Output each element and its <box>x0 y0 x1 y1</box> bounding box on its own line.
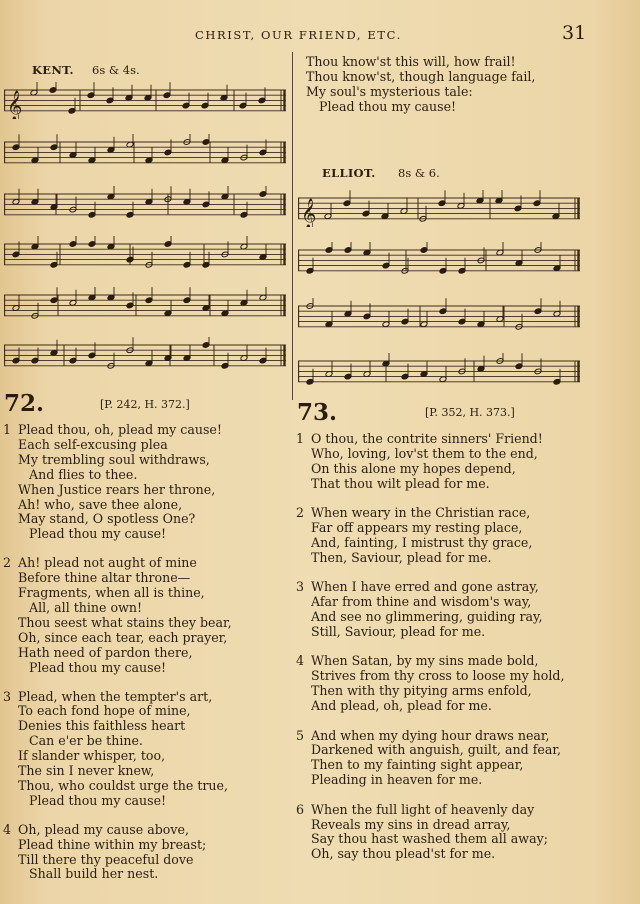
hymn-73-text <box>296 432 564 862</box>
verse-line: When weary in the Christian race, <box>311 505 531 521</box>
verse-line: To each fond hope of mine, <box>18 703 191 719</box>
verse-line: Plead thou my cause! <box>319 98 457 114</box>
verse-line: Oh, since each tear, each prayer, <box>18 629 228 645</box>
verse-line: Denies this faithless heart <box>18 718 186 734</box>
music-staff <box>4 82 286 123</box>
music-staff <box>4 236 286 277</box>
verse <box>3 690 232 809</box>
verse-line: Plead thou, oh, plead my cause! <box>18 422 222 437</box>
verse-line: That thou wilt plead for me. <box>311 475 490 491</box>
svg-text:𝄞: 𝄞 <box>7 90 23 119</box>
hymn-number: 73. <box>297 399 338 426</box>
verse-line: Then with thy pitying arms enfold, <box>311 683 532 699</box>
verse-line: And see no glimmering, guiding ray, <box>311 609 543 625</box>
verse-line: Then, Saviour, plead for me. <box>311 549 492 565</box>
verse-line: Afar from thine and wisdom's way, <box>311 594 532 610</box>
verse-line: And plead, oh, plead for me. <box>311 698 492 714</box>
verse-line: Shall build her nest. <box>29 866 159 882</box>
tune-name-kent: KENT. <box>32 63 74 77</box>
music-staff <box>4 287 286 328</box>
verse-number: 6 <box>296 801 305 817</box>
verse-line: Plead thine within my breast; <box>18 836 207 852</box>
verse-line: And when my dying hour draws near, <box>311 727 550 743</box>
verse-line: If slander whisper, too, <box>18 748 166 764</box>
verse-number: 3 <box>3 688 12 704</box>
verse-line: When the full light of heavenly day <box>311 801 535 817</box>
tune-name-elliot: ELLIOT. <box>322 166 376 180</box>
hymn-72-text <box>3 423 232 882</box>
verse-line: Plead thou my cause! <box>29 659 167 675</box>
verse-line: Then to my fainting sight appear, <box>311 757 524 773</box>
hymn-reference: [P. 352, H. 373.] <box>425 406 515 419</box>
music-staff <box>4 134 286 175</box>
verse-line: Plead thou my cause! <box>29 526 167 542</box>
verse-line: Plead thou my cause! <box>29 792 167 808</box>
verse <box>296 803 564 863</box>
verse-line: Hath need of pardon there, <box>18 644 193 660</box>
svg-text:𝄞: 𝄞 <box>301 198 317 227</box>
music-staff <box>298 242 580 283</box>
verse-line: Far off appears my resting place, <box>311 520 523 536</box>
music-staff <box>4 186 286 227</box>
verse-line: And flies to thee. <box>29 466 138 482</box>
verse <box>296 729 564 789</box>
verse-line: The sin I never knew, <box>18 763 155 779</box>
running-header: CHRIST, OUR FRIEND, ETC. <box>195 28 402 42</box>
verse-line: Before thine altar throne— <box>18 570 191 586</box>
verse-number: 4 <box>296 653 305 669</box>
music-staff <box>298 298 580 339</box>
verse-line: Till there thy peaceful dove <box>18 851 194 867</box>
verse-line: Thou know'st this will, how frail! <box>306 54 516 69</box>
verse-line: Fragments, when all is thine, <box>18 585 205 601</box>
verse-line: Strives from thy cross to loose my hold, <box>311 668 565 684</box>
verse-line: On this alone my hopes depend, <box>311 460 516 476</box>
verse-line: Who, loving, lov'st them to the end, <box>311 445 538 461</box>
column-divider <box>292 52 293 400</box>
verse-number: 5 <box>296 727 305 743</box>
tune-meter-elliot: 8s & 6. <box>398 166 440 180</box>
verse-line: And, fainting, I mistrust thy grace, <box>311 534 533 550</box>
verse <box>3 823 232 883</box>
verse-line: Can e'er be thine. <box>29 733 143 749</box>
verse-line: Pleading in heaven for me. <box>311 772 483 788</box>
verse-line: Thou seest what stains they bear, <box>18 614 232 630</box>
verse-line: Reveals my sins in dread array, <box>311 816 511 832</box>
verse-line: When I have erred and gone astray, <box>311 579 539 595</box>
verse-continuation <box>306 55 535 115</box>
verse-line: Thou, who couldst urge the true, <box>18 777 228 793</box>
verse <box>296 506 564 566</box>
verse-number: 1 <box>3 422 12 437</box>
verse <box>296 580 564 640</box>
verse-line: Still, Saviour, plead for me. <box>311 623 486 639</box>
music-staff <box>298 353 580 394</box>
verse-line: Oh, say thou plead'st for me. <box>311 846 496 862</box>
verse-line: Ah! who, save thee alone, <box>18 496 183 512</box>
verse-number: 3 <box>296 579 305 595</box>
verse-line: O thou, the contrite sinners' Friend! <box>311 431 543 446</box>
verse-line: When Justice rears her throne, <box>18 481 216 497</box>
verse <box>296 654 564 714</box>
verse-line: Thou know'st, though language fail, <box>306 68 536 84</box>
verse-line: All, all thine own! <box>29 599 143 615</box>
verse-line: Darkened with anguish, guilt, and fear, <box>311 742 561 758</box>
tune-meter-kent: 6s & 4s. <box>92 63 140 77</box>
verse-number: 2 <box>296 505 305 521</box>
verse-line: Oh, plead my cause above, <box>18 821 189 837</box>
page-number: 31 <box>562 22 587 44</box>
verse-number: 1 <box>296 431 305 446</box>
verse-number: 2 <box>3 555 12 571</box>
verse <box>3 423 232 542</box>
music-staff <box>298 190 580 231</box>
verse-line: My soul's mysterious tale: <box>306 83 473 99</box>
verse <box>296 432 564 492</box>
hymn-reference: [P. 242, H. 372.] <box>100 398 190 411</box>
verse-line: When Satan, by my sins made bold, <box>311 653 539 669</box>
music-staff <box>4 337 286 378</box>
verse-line: May stand, O spotless One? <box>18 511 196 527</box>
hymn-number: 72. <box>4 390 45 417</box>
verse <box>3 556 232 675</box>
verse-line: My trembling soul withdraws, <box>18 451 210 467</box>
verse-number: 4 <box>3 821 12 837</box>
verse-line: Plead, when the tempter's art, <box>18 688 213 704</box>
verse-line: Each self-excusing plea <box>18 436 168 452</box>
verse-line: Say thou hast washed them all away; <box>311 831 548 847</box>
verse-line: Ah! plead not aught of mine <box>18 555 197 571</box>
